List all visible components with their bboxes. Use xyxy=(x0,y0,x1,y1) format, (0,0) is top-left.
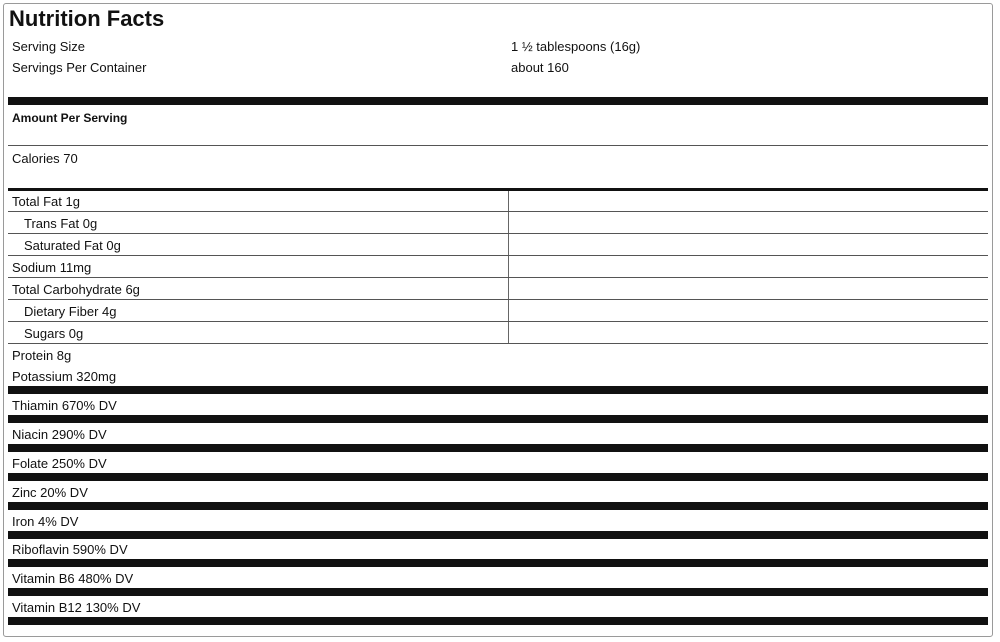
divider xyxy=(8,211,988,212)
divider xyxy=(8,145,988,146)
vitamin-row-folate: Folate 250% DV xyxy=(12,456,107,471)
divider xyxy=(8,255,988,256)
thick-divider xyxy=(8,588,988,596)
thick-divider xyxy=(8,97,988,105)
vitamin-row-vitamin-b12: Vitamin B12 130% DV xyxy=(12,600,141,615)
thick-divider xyxy=(8,444,988,452)
nutrient-row-saturated-fat: Saturated Fat 0g xyxy=(24,238,121,253)
medium-divider xyxy=(8,188,988,191)
thick-divider xyxy=(8,502,988,510)
nutrient-row-protein: Protein 8g xyxy=(12,348,72,363)
divider xyxy=(8,321,988,322)
vitamin-row-thiamin: Thiamin 670% DV xyxy=(12,398,117,413)
serving-size-value: 1 ½ tablespoons (16g) xyxy=(511,39,641,54)
nutrient-row-total-fat: Total Fat 1g xyxy=(12,194,80,209)
thick-divider xyxy=(8,559,988,567)
nutrient-row-trans-fat: Trans Fat 0g xyxy=(24,216,98,231)
vitamin-row-iron: Iron 4% DV xyxy=(12,514,79,529)
nutrient-row-dietary-fiber: Dietary Fiber 4g xyxy=(24,304,117,319)
nutrient-row-total-carbohydrate: Total Carbohydrate 6g xyxy=(12,282,140,297)
thick-divider xyxy=(8,617,988,625)
vitamin-row-zinc: Zinc 20% DV xyxy=(12,485,88,500)
divider xyxy=(8,299,988,300)
calories: Calories 70 xyxy=(12,151,78,166)
thick-divider xyxy=(8,386,988,394)
vitamin-row-niacin: Niacin 290% DV xyxy=(12,427,107,442)
serving-size-label: Serving Size xyxy=(12,39,85,54)
servings-per-container-value: about 160 xyxy=(511,60,569,75)
vitamin-row-riboflavin: Riboflavin 590% DV xyxy=(12,542,128,557)
vitamin-row-vitamin-b6: Vitamin B6 480% DV xyxy=(12,571,134,586)
thick-divider xyxy=(8,473,988,481)
nutrient-row-sugars: Sugars 0g xyxy=(24,326,84,341)
amount-per-serving-header: Amount Per Serving xyxy=(12,111,128,125)
divider xyxy=(8,343,988,344)
thick-divider xyxy=(8,531,988,539)
divider xyxy=(8,233,988,234)
nutrient-row-sodium: Sodium 11mg xyxy=(12,260,92,275)
nutrient-row-potassium: Potassium 320mg xyxy=(12,369,117,384)
thick-divider xyxy=(8,415,988,423)
divider xyxy=(8,277,988,278)
label-title: Nutrition Facts xyxy=(9,6,165,31)
servings-per-container-label: Servings Per Container xyxy=(12,60,147,75)
